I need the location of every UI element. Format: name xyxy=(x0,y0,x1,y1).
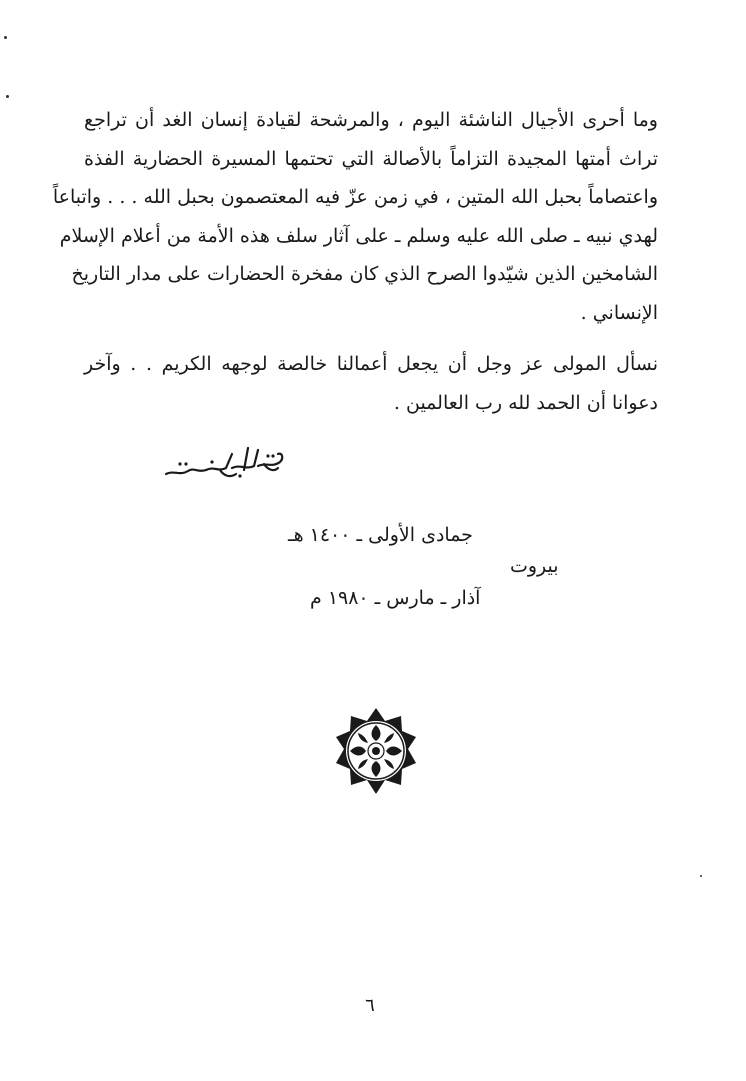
paragraph-line: تراث أمتها المجيدة التزاماً بالأصالة التي تحتمها المسيرة الحضارية الفذة xyxy=(84,147,658,170)
gregorian-date: آذار ـ مارس ـ ١٩٨٠ م xyxy=(310,587,481,609)
paragraph-1 xyxy=(52,101,658,333)
paragraph-line: الشامخين الذين شيّدوا الصرح الذي كان مفخرة الحضارات على مدار التاريخ xyxy=(71,263,658,286)
paragraph-line: الإنساني . xyxy=(580,301,658,324)
paragraph-line: لهدي نبيه ـ صلى الله عليه وسلم ـ على آثار سلف هذه الأمة من أعلام الإسلام xyxy=(59,224,658,247)
paragraph-line: نسأل المولى عز وجل أن يجعل أعمالنا خالصة لوجهه الكريم . . وآخر xyxy=(84,353,658,375)
paragraph-line: دعوانا أن الحمد لله رب العالمين . xyxy=(393,391,658,414)
scan-speck xyxy=(700,875,702,877)
paragraph-line: وما أحرى الأجيال الناشئة اليوم ، والمرشحة لقيادة إنسان الغد أن تراجع xyxy=(84,109,658,131)
ornament-icon xyxy=(331,706,421,796)
scan-speck xyxy=(6,95,9,98)
page-number: ٦ xyxy=(365,995,375,1016)
hijri-date: جمادى الأولى ـ ١٤٠٠ هـ xyxy=(288,524,473,546)
city-name: بيروت xyxy=(510,555,559,577)
publisher-signature xyxy=(160,440,290,484)
paragraph-line: واعتصاماً بحبل الله المتين ، في زمن عزّ فيه المعتصمون بحبل الله . . . واتباعاً xyxy=(52,186,658,209)
paragraph-2 xyxy=(84,345,658,422)
scan-speck xyxy=(4,36,7,39)
